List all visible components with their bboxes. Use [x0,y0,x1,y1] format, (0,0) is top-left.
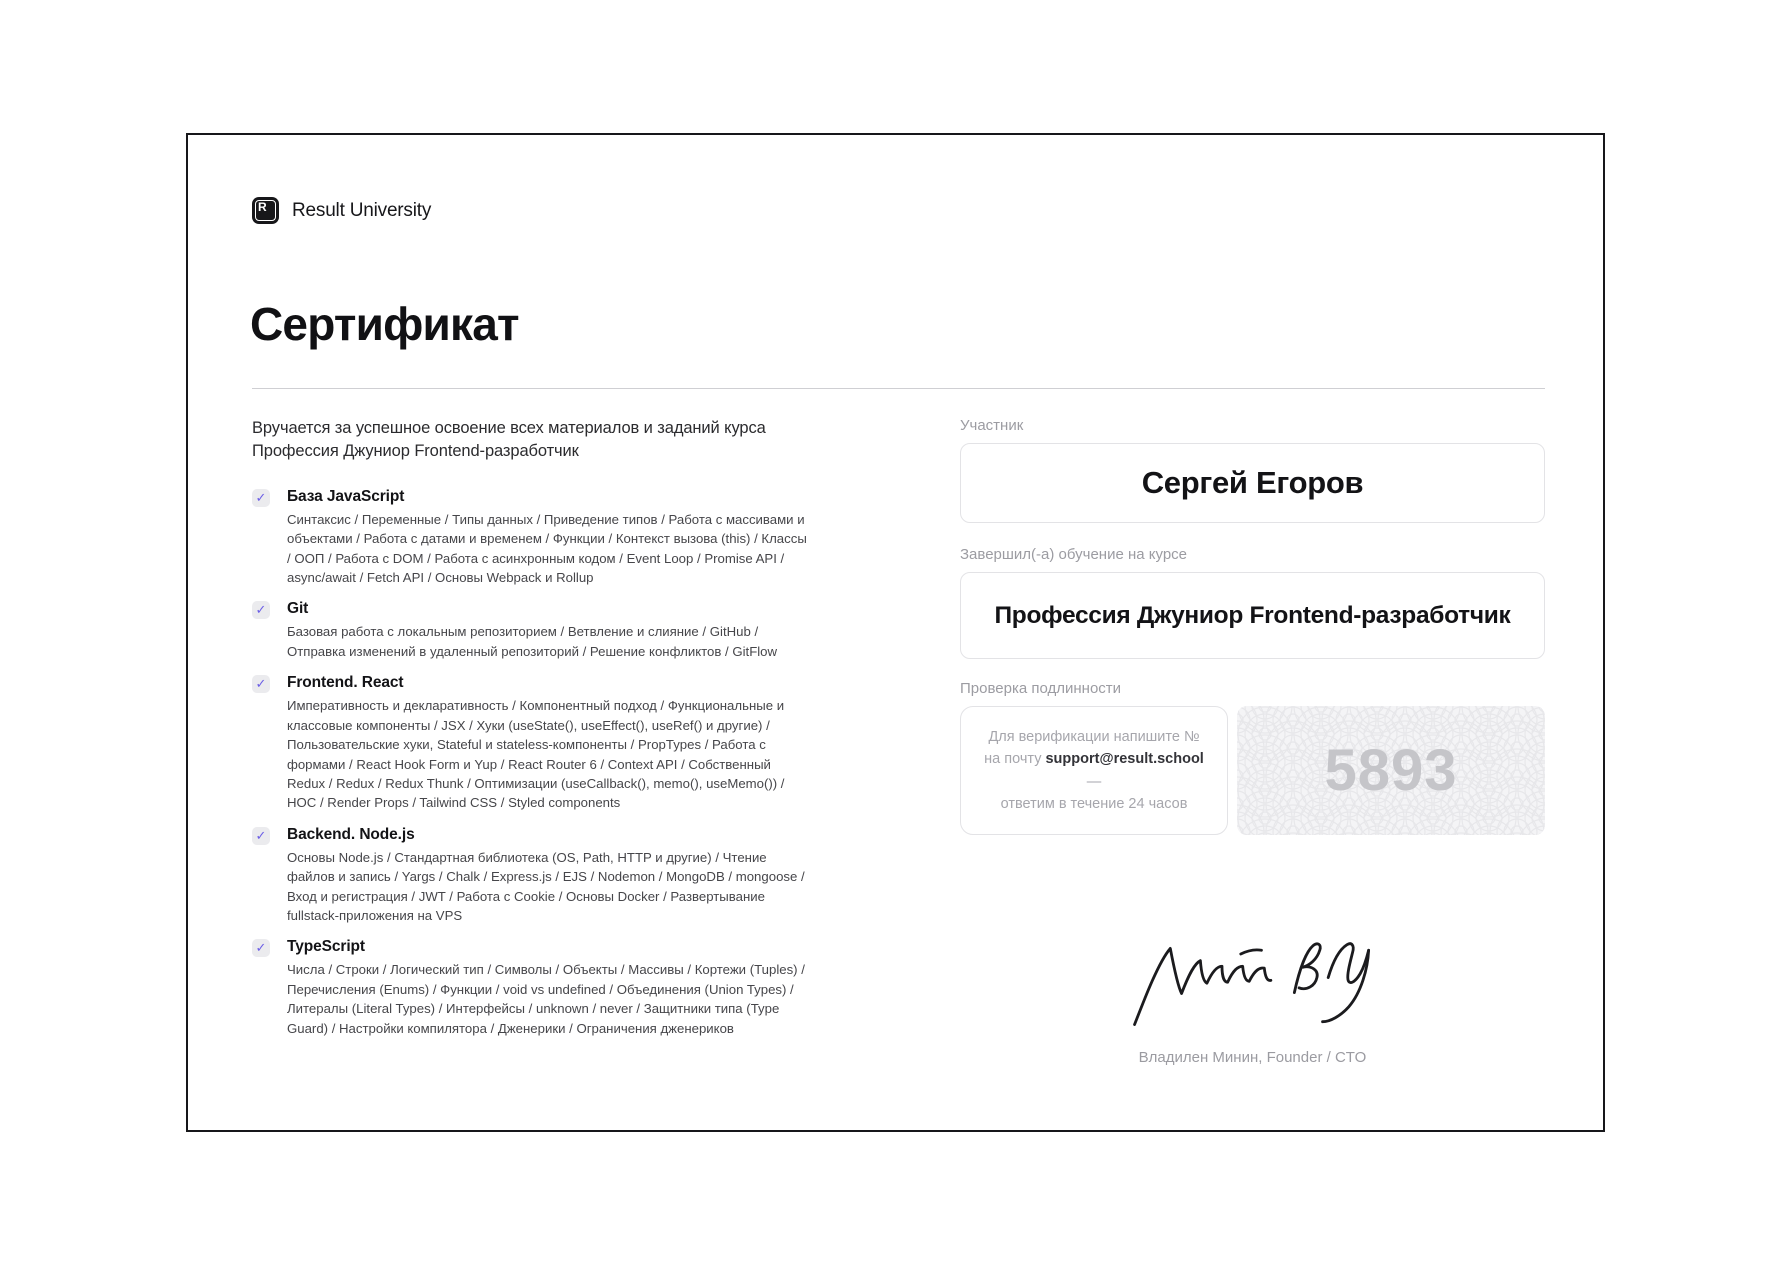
verification-line2-prefix: на почту [984,751,1046,768]
certificate-number: 5893 [1324,738,1458,803]
module-title: Frontend. React [287,674,404,692]
module-description: Числа / Строки / Логический тип / Символы / Объекты / Массивы / Кортежи (Tuples) / Перечисления (Enums) / Функции / void vs undefined / Объединения (Union Types) / Литералы (Literal Types) / Интерфейсы / unknown / never / Защитники типа (Type Guard) / Настройки компилятора / Дженерики / Ограничения дженериков [287,962,805,1036]
verification-line1: Для верификации напишите № [988,728,1200,745]
verification-row [960,706,1545,835]
module-description: Императивность и декларативность / Компонентный подход / Функциональные и классовые компоненты / JSX / Хуки (useState(), useEffect(), useRef() и другие) / Пользовательские хуки, Stateful и stateless-компоненты / PropTypes / Работа с формами / React Hook Form и Yup / React Router 6 / Context API / Собственный Redux / Redux / Redux Thunk / Оптимизации (useCallback(), memo(), useMemo()) / HOC / Render Props / Tailwind CSS / Styled components [287,698,785,811]
course-name: Профессия Джуниор Frontend-разработчик [994,601,1511,629]
participant-label: Участник [960,417,1024,434]
check-icon: ✓ [252,675,270,693]
content-columns [252,417,1545,1066]
support-email: support@result.school [1045,751,1204,768]
module-title: База JavaScript [287,487,405,505]
module-description: Базовая работа с локальным репозиторием / Ветвление и слияние / GitHub / Отправка изменений в удаленный репозиторий / Решение конфликтов / GitFlow [287,624,778,659]
module-item [252,674,807,812]
logo-letter: R [258,200,267,214]
module-title: Git [287,600,309,618]
signer-caption: Владилен Минин, Founder / CTO [1138,1049,1367,1066]
module-body [287,826,807,926]
modules-list [252,488,807,1038]
module-item [252,488,807,588]
module-body [287,488,807,588]
verification-instructions [960,706,1228,835]
participant-name-box [960,443,1545,523]
verification-label: Проверка подлинности [960,680,1122,697]
certificate-frame [186,133,1605,1132]
result-keycap-logo-icon [252,197,279,224]
course-name-box [960,572,1545,659]
signature-block [960,939,1545,1066]
module-item [252,600,807,661]
brand [252,197,431,224]
intro-text: Вручается за успешное освоение всех материалов и заданий курса Профессия Джуниор Frontend-разработчик [252,419,766,461]
module-item [252,938,807,1038]
module-title: TypeScript [287,938,365,956]
brand-name: Result University [292,199,432,221]
verification-line2 [975,748,1213,793]
verification-line2-suffix: — [1086,773,1102,790]
module-item [252,826,807,926]
module-body [287,600,807,661]
module-description: Синтаксис / Переменные / Типы данных / Приведение типов / Работа с массивами и объектами / Работа с датами и временем / Функции / Контекст вызова (this) / Классы / ООП / Работа с DOM / Работа с асинхронным кодом / Event Loop / Promise API / async/await / Fetch API / Основы Webpack и Rollup [287,511,807,586]
verification-line3: ответим в течение 24 часов [1000,795,1188,812]
participant-name: Сергей Егоров [1141,465,1364,500]
certificate-code-box [1237,706,1545,835]
module-body [287,674,807,812]
title-divider [252,388,1545,389]
page-title: Сертификат [250,298,519,350]
modules-column [252,417,807,1066]
details-column [960,417,1545,1066]
module-body [287,938,807,1038]
module-title: Backend. Node.js [287,825,415,843]
course-label: Завершил(-а) обучение на курсе [960,546,1188,563]
check-icon: ✓ [252,601,270,619]
signature-icon [1127,939,1379,1033]
check-icon: ✓ [252,827,270,845]
module-description: Основы Node.js / Стандартная библиотека (OS, Path, HTTP и другие) / Чтение файлов и запись / Yargs / Chalk / Express.js / EJS / Nodemon / MongoDB / mongoose / Вход и регистрация / JWT / Работа с Cookie / Основы Docker / Развертывание fullstack-приложения на VPS [287,849,805,923]
check-icon: ✓ [252,939,270,957]
check-icon: ✓ [252,489,270,507]
